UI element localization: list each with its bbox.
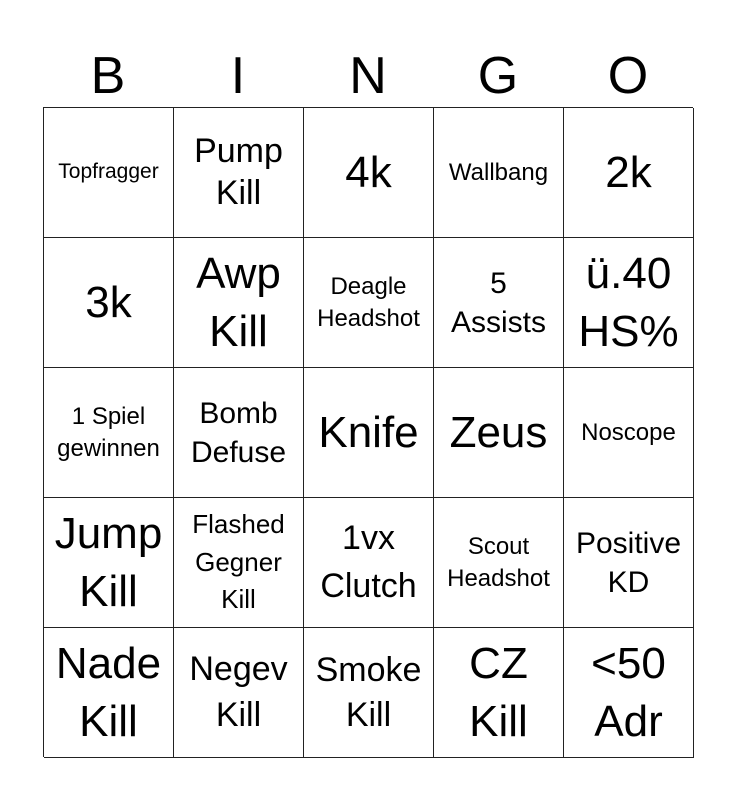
bingo-header	[43, 44, 693, 108]
cell-label: 2k	[605, 147, 652, 197]
bingo-cell-r1c3[interactable]	[304, 108, 434, 238]
cell-label: CZ Kill	[469, 639, 528, 746]
bingo-cell-r5c3[interactable]	[304, 628, 434, 758]
bingo-cell-r5c1[interactable]	[44, 628, 174, 758]
bingo-cell-r4c4[interactable]	[434, 498, 564, 628]
cell-label: Negev Kill	[189, 649, 288, 734]
bingo-cell-r1c1[interactable]	[44, 108, 174, 238]
cell-label: Wallbang	[448, 158, 549, 186]
bingo-cell-r2c1[interactable]	[44, 238, 174, 368]
cell-label: <50 Adr	[591, 639, 666, 746]
bingo-cell-r5c4[interactable]	[434, 628, 564, 758]
bingo-cell-r3c1[interactable]	[44, 368, 174, 498]
bingo-cell-r3c2[interactable]	[174, 368, 304, 498]
bingo-cell-r3c4[interactable]	[434, 368, 564, 498]
bingo-cell-r1c5[interactable]	[564, 108, 694, 238]
cell-label: 3k	[85, 277, 132, 327]
bingo-cell-r5c5[interactable]	[564, 628, 694, 758]
cell-label: Awp Kill	[196, 249, 281, 356]
header-letter-i: I	[230, 47, 246, 105]
cell-label: Deagle Headshot	[317, 273, 420, 332]
cell-label: Scout Headshot	[447, 533, 550, 592]
bingo-cell-r3c3[interactable]	[304, 368, 434, 498]
cell-label: 4k	[345, 147, 392, 197]
bingo-cell-r2c3[interactable]	[304, 238, 434, 368]
cell-label: Positive KD	[575, 526, 682, 599]
bingo-cell-r4c3[interactable]	[304, 498, 434, 628]
bingo-cell-r2c2[interactable]	[174, 238, 304, 368]
header-letter-b: B	[90, 47, 126, 105]
bingo-cell-r4c2[interactable]	[174, 498, 304, 628]
header-letter-g: G	[477, 47, 519, 105]
cell-label: Knife	[318, 407, 419, 457]
bingo-cell-r1c2[interactable]	[174, 108, 304, 238]
header-letter-n: N	[349, 47, 387, 105]
cell-label: Nade Kill	[55, 639, 162, 746]
header-letter-o: O	[607, 47, 649, 105]
cell-label: 1 Spiel gewinnen	[57, 403, 160, 462]
cell-label: Bomb Defuse	[190, 396, 287, 469]
cell-label: Flashed Gegner Kill	[192, 508, 285, 615]
cell-label: 5 Assists	[450, 266, 546, 339]
cell-label: ü.40 HS%	[578, 249, 679, 356]
cell-label: Smoke Kill	[315, 651, 422, 734]
bingo-cell-r2c4[interactable]	[434, 238, 564, 368]
cell-label: Jump Kill	[54, 509, 163, 616]
cell-label: Topfragger	[58, 160, 159, 184]
bingo-cell-r4c5[interactable]	[564, 498, 694, 628]
bingo-board	[43, 107, 693, 757]
bingo-cell-r1c4[interactable]	[434, 108, 564, 238]
cell-label: Noscope	[581, 418, 676, 446]
bingo-cell-r3c5[interactable]	[564, 368, 694, 498]
bingo-cell-r4c1[interactable]	[44, 498, 174, 628]
cell-label: 1vx Clutch	[320, 518, 417, 605]
cell-label: Zeus	[449, 407, 548, 457]
bingo-cell-r5c2[interactable]	[174, 628, 304, 758]
cell-label: Pump Kill	[194, 132, 283, 212]
bingo-cell-r2c5[interactable]	[564, 238, 694, 368]
